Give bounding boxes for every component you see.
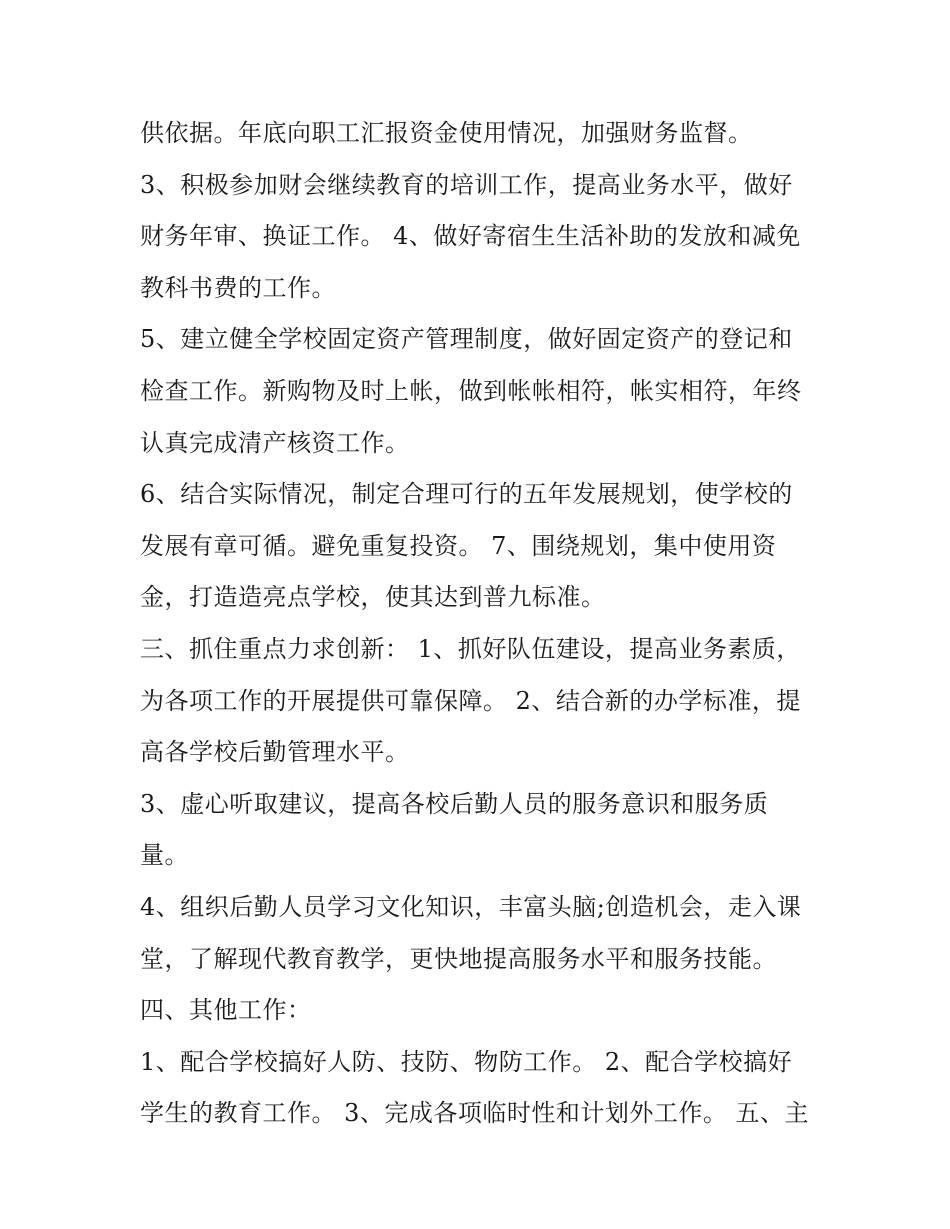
- text-line: 4、组织后勤人员学习文化知识，丰富头脑;创造机会，走入课: [140, 892, 802, 921]
- text-line: 堂，了解现代教育教学，更快地提高服务水平和服务技能。: [140, 944, 777, 973]
- text-line: 3、积极参加财会继续教育的培训工作，提高业务水平，做好: [140, 170, 793, 199]
- text-line: 6、结合实际情况，制定合理可行的五年发展规划，使学校的: [140, 480, 793, 509]
- text-line: 学生的教育工作。 3、完成各项临时性和计划外工作。 五、主: [140, 1099, 810, 1128]
- text-line: 三、抓住重点力求创新： 1、抓好队伍建设，提高业务素质，: [140, 634, 801, 663]
- text-line: 高各学校后勤管理水平。: [140, 738, 410, 767]
- text-line: 3、虚心听取建议，提高各校后勤人员的服务意识和服务质: [140, 789, 769, 818]
- text-line: 检查工作。新购物及时上帐，做到帐帐相符，帐实相符，年终: [140, 376, 802, 405]
- text-line: 供依据。年底向职工汇报资金使用情况，加强财务监督。: [140, 119, 753, 147]
- text-line: 教科书费的工作。: [140, 273, 336, 302]
- text-line: 认真完成清产核资工作。: [140, 428, 410, 457]
- text-line: 1、配合学校搞好人防、技防、物防工作。 2、配合学校搞好: [140, 1047, 793, 1076]
- text-line: 四、其他工作：: [140, 996, 312, 1025]
- document-body: [140, 108, 820, 1140]
- text-line: 为各项工作的开展提供可靠保障。 2、结合新的办学标准，提: [140, 686, 801, 715]
- text-line: 量。: [140, 841, 189, 870]
- text-line: 金，打造造亮点学校，使其达到普九标准。: [140, 583, 606, 612]
- text-line: 发展有章可循。避免重复投资。 7、围绕规划，集中使用资: [140, 531, 777, 560]
- text-line: 财务年审、换证工作。 4、做好寄宿生生活补助的发放和减免: [140, 222, 801, 251]
- text-line: 5、建立健全学校固定资产管理制度，做好固定资产的登记和: [140, 325, 793, 354]
